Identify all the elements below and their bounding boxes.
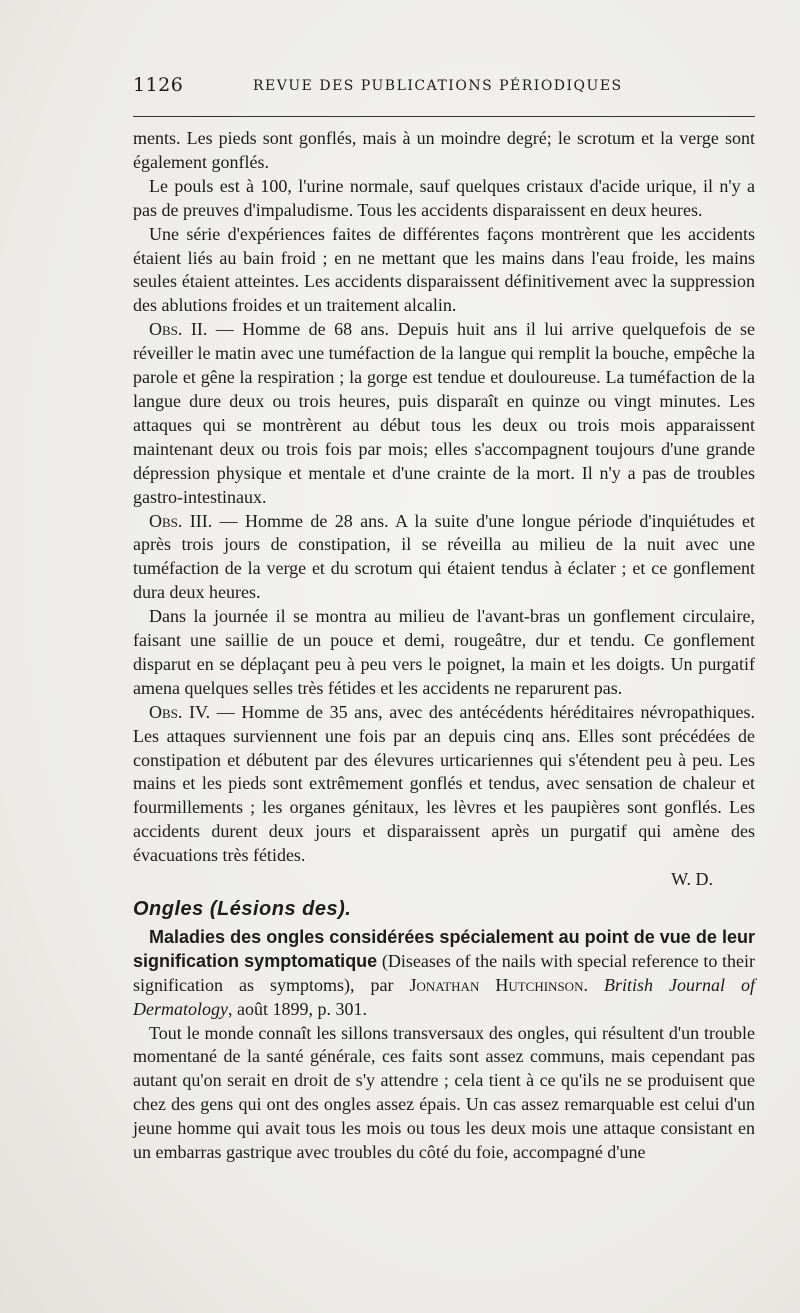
page-header	[133, 74, 755, 104]
article-citation: Maladies des ongles considérées spécialement au point de vue de leur signification symptomatique (Diseases of the nails with special reference to their signification as symptoms), par Jonathan Hutchinson. British Journal of Dermatology, août 1899, p. 301.	[133, 926, 755, 1019]
section-title: Ongles (Lésions des).	[133, 898, 352, 920]
article-english: (Diseases of the nails with special reference to their signification as symptoms), par	[133, 950, 755, 995]
paragraph: Tout le monde connaît les sillons transversaux des ongles, qui résultent d'un trouble momentané de la santé générale, ces faits sont assez communs, mais cependant pas autant qu'on serait en droit de s'y attendre ; cela tient à ce qu'ils ne se produisent que chez des gens qui ont des ongles assez épais. Un cas assez remarquable est celui d'un jeune homme qui avait tous les mois ou tous les deux mois une attaque consistant en un embarras gastrique avec troubles du côté du foie, accompagné d'une	[133, 1022, 755, 1163]
observation-3	[133, 510, 755, 606]
obs-label: Obs. III.	[149, 510, 213, 531]
observation-4	[133, 701, 755, 868]
header-rule	[133, 116, 755, 117]
obs-label: Obs. IV.	[149, 701, 211, 722]
obs-text: — Homme de 68 ans. Depuis huit ans il lui arrive quelquefois de se réveiller le matin avec une tuméfaction de la langue qui remplit la bouche, empêche la parole et gêne la respiration ; la gorge est tendue et douloureuse. La tuméfaction de la langue dure deux ou trois heures, puis disparaît en quinze ou vingt minutes. Les attaques qui se montrèrent au début tous les deux ou trois mois apparaissent maintenant deux ou trois fois par mois; elles s'accompagnent toujours d'une grande dépression physique et mentale et d'une crainte de la mort. Il n'y a pas de troubles gastro-intestinaux.	[133, 319, 755, 507]
obs-text: — Homme de 35 ans, avec des antécédents héréditaires névropathiques. Les attaques surviennent une fois par an depuis cinq ans. Elles sont précédées de constipation et débutent par des élevures urticariennes qui s'étendent peu à peu. Les mains et les pieds sont extrêmement gonflés et tendus, avec sensation de chaleur et fourmillements ; les organes génitaux, les lèvres et les paupières sont gonflés. Les accidents durent deux jours et disparaissent après un purgatif qui amène des évacuations très fétides.	[133, 701, 756, 866]
citation-tail: , août 1899, p. 301.	[227, 998, 367, 1019]
paragraph: Une série d'expériences faites de différentes façons montrèrent que les accidents étaient liés au bain froid ; en ne mettant que les mains dans l'eau froide, les mains seules étaient atteintes. Les accidents disparaissent définitivement avec la suppression des ablutions froides et un traitement alcalin.	[133, 223, 755, 316]
page-number: 1126	[133, 74, 184, 96]
observation-2	[133, 318, 755, 509]
journal-name: British Journal of Dermatology	[133, 974, 755, 1019]
article-title: Maladies des ongles considérées spécialement au point de vue de leur signification symptomatique	[133, 926, 755, 971]
paragraph: Le pouls est à 100, l'urine normale, sauf quelques cristaux d'acide urique, il n'y a pas de preuves d'impaludisme. Tous les accidents disparaissent en deux heures.	[133, 175, 755, 220]
article-author: Jonathan Hutchinson	[409, 974, 584, 995]
obs-text: — Homme de 28 ans. A la suite d'une longue période d'inquiétudes et après trois jours de constipation, il se réveilla au milieu de la nuit avec une tuméfaction de la verge et du scrotum qui étaient tendus à éclater ; et ce gonflement dura deux heures.	[133, 510, 756, 603]
body-text	[133, 127, 755, 1165]
paragraph: Dans la journée il se montra au milieu de l'avant-bras un gonflement circulaire, faisant une saillie de un pouce et demi, rougeâtre, dur et tendu. Ce gonflement disparut en se déplaçant peu à peu vers le poignet, la main et les doigts. Un purgatif amena quelques selles très fétides et les accidents ne reparurent pas.	[133, 606, 755, 698]
signature: W. D.	[671, 869, 713, 890]
running-head: REVUE DES PUBLICATIONS PÉRIODIQUES	[253, 78, 623, 94]
obs-label: Obs. II.	[149, 319, 208, 340]
paragraph: ments. Les pieds sont gonflés, mais à un moindre degré; le scrotum et la verge sont également gonflés.	[133, 128, 755, 172]
